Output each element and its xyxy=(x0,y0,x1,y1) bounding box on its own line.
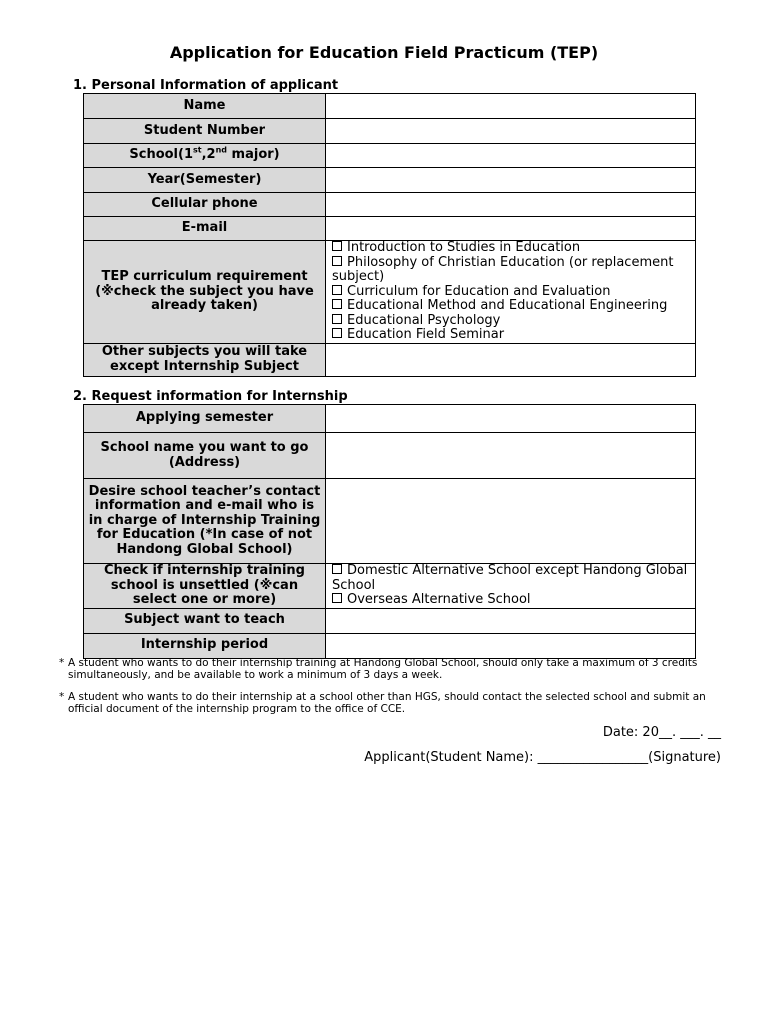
internship-period-label: Internship period xyxy=(84,633,326,658)
tep-option[interactable]: Education Field Seminar xyxy=(332,328,689,343)
checkbox-icon[interactable] xyxy=(332,285,342,295)
tep-options xyxy=(326,241,696,344)
school-major-label: School(1st,2nd major) xyxy=(84,144,326,168)
footnote-marker: * xyxy=(59,691,65,703)
student-number-field[interactable] xyxy=(326,119,696,144)
checkbox-icon[interactable] xyxy=(332,241,342,251)
checkbox-icon[interactable] xyxy=(332,328,342,338)
cellular-phone-label: Cellular phone xyxy=(84,193,326,217)
other-subjects-label: Other subjects you will take except Internship Subject xyxy=(84,343,326,376)
footnote-marker: * xyxy=(59,657,65,669)
unsettled-option[interactable]: Domestic Alternative School except Handong Global School xyxy=(332,563,688,593)
checkbox-icon[interactable] xyxy=(332,314,342,324)
tep-requirement-label: TEP curriculum requirement (※check the subject you have already taken) xyxy=(84,241,326,344)
unsettled-options xyxy=(326,564,696,609)
applying-semester-label: Applying semester xyxy=(84,405,326,433)
checkbox-icon[interactable] xyxy=(332,564,342,574)
checkbox-icon[interactable] xyxy=(332,299,342,309)
school-name-field[interactable] xyxy=(326,433,696,479)
tep-option[interactable]: Curriculum for Education and Evaluation xyxy=(332,285,689,300)
internship-request-table xyxy=(83,404,696,659)
section1-heading: 1. Personal Information of applicant xyxy=(73,78,339,93)
teacher-contact-field[interactable] xyxy=(326,479,696,564)
unsettled-school-label: Check if internship training school is unsettled (※can select one or more) xyxy=(84,564,326,609)
name-label: Name xyxy=(84,94,326,119)
tep-option[interactable]: Educational Method and Educational Engineering xyxy=(332,299,689,314)
subject-teach-field[interactable] xyxy=(326,608,696,633)
personal-info-table xyxy=(83,93,696,377)
section2-heading: 2. Request information for Internship xyxy=(73,389,348,404)
internship-period-field[interactable] xyxy=(326,633,696,658)
unsettled-option[interactable]: Overseas Alternative School xyxy=(332,593,689,608)
email-label: E-mail xyxy=(84,217,326,241)
subject-teach-label: Subject want to teach xyxy=(84,608,326,633)
name-field[interactable] xyxy=(326,94,696,119)
footnote xyxy=(59,657,709,681)
email-field[interactable] xyxy=(326,217,696,241)
school-name-label: School name you want to go (Address) xyxy=(84,433,326,479)
school-major-field[interactable] xyxy=(326,144,696,168)
cellular-phone-field[interactable] xyxy=(326,193,696,217)
tep-option[interactable]: Philosophy of Christian Education (or replacement subject) xyxy=(332,254,674,284)
footnote-text: A student who wants to do their internship at a school other than HGS, should contact the selected school and submit an official document of the internship program to the office of CCE. xyxy=(68,691,706,715)
student-number-label: Student Number xyxy=(84,119,326,144)
checkbox-icon[interactable] xyxy=(332,593,342,603)
applying-semester-field[interactable] xyxy=(326,405,696,433)
applicant-signature-line[interactable]: Applicant(Student Name): _________________(Signature) xyxy=(364,750,721,765)
page-title: Application for Education Field Practicum (TEP) xyxy=(169,43,599,62)
checkbox-icon[interactable] xyxy=(332,256,342,266)
date-line[interactable]: Date: 20__. ___. __ xyxy=(602,725,721,740)
footnote-text: A student who wants to do their internship training at Handong Global School, should only take a maximum of 3 credits simultaneously, and be available to work a minimum of 3 days a week. xyxy=(68,657,698,681)
year-semester-label: Year(Semester) xyxy=(84,168,326,193)
tep-option[interactable]: Educational Psychology xyxy=(332,314,689,329)
year-semester-field[interactable] xyxy=(326,168,696,193)
teacher-contact-label: Desire school teacher’s contact information and e-mail who is in charge of Internship Training for Education (*In case of not Handong Global School) xyxy=(84,479,326,564)
other-subjects-field[interactable] xyxy=(326,343,696,376)
tep-option[interactable]: Introduction to Studies in Education xyxy=(332,241,689,256)
footnote xyxy=(59,691,709,715)
